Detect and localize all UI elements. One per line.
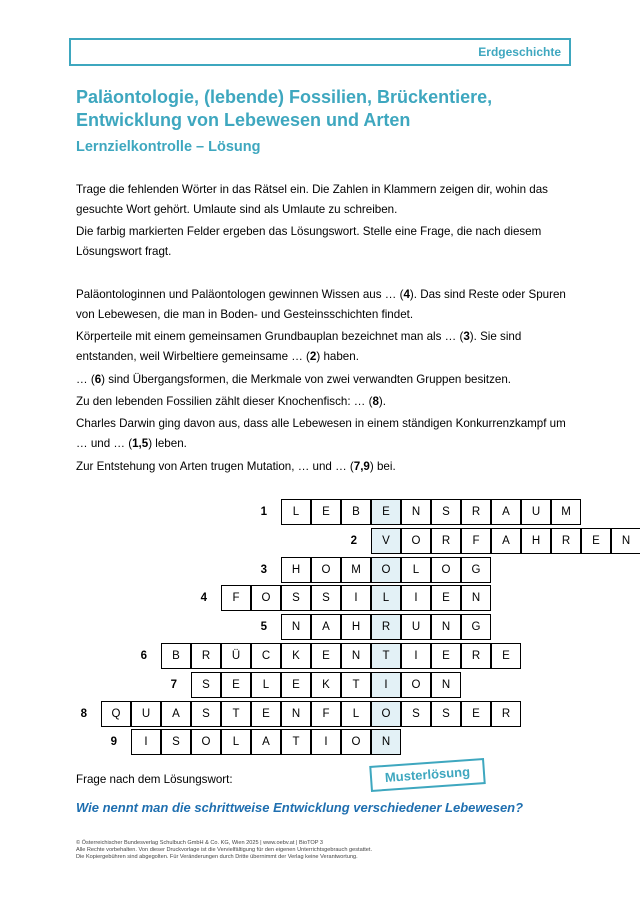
clue-3: … (6) sind Übergangsformen, die Merkmale von zwei verwandten Gruppen besitzen. — [76, 373, 511, 386]
crossword-cell: R — [431, 528, 461, 554]
crossword-cell: E — [581, 528, 611, 554]
crossword-cell: O — [311, 557, 341, 583]
crossword-cell: U — [131, 701, 161, 727]
crossword-cell: S — [281, 585, 311, 611]
crossword-cell: B — [161, 643, 191, 669]
crossword-solution-cell: I — [371, 672, 401, 698]
crossword-cell: A — [491, 499, 521, 525]
crossword-cell: E — [281, 672, 311, 698]
crossword-solution-cell: O — [371, 557, 401, 583]
crossword-cell: N — [611, 528, 640, 554]
crossword-cell: A — [161, 701, 191, 727]
crossword-cell: S — [431, 701, 461, 727]
crossword-solution-cell: N — [371, 729, 401, 755]
crossword-cell: I — [401, 643, 431, 669]
crossword-cell: L — [281, 499, 311, 525]
crossword-cell: T — [281, 729, 311, 755]
crossword-solution-cell: L — [371, 585, 401, 611]
crossword-cell: H — [521, 528, 551, 554]
crossword-row-number: 7 — [170, 678, 177, 691]
crossword-cell: N — [281, 701, 311, 727]
crossword-row-number: 8 — [80, 707, 87, 720]
crossword-cell: A — [311, 614, 341, 640]
crossword-cell: M — [551, 499, 581, 525]
page-subtitle: Lernzielkontrolle – Lösung — [76, 139, 261, 155]
crossword-cell: I — [401, 585, 431, 611]
footer-line: © Österreichischer Bundesverlag Schulbuch GmbH & Co. KG, Wien 2025 | www.oebv.at | BioTOP 3 — [76, 840, 324, 846]
crossword-cell: F — [311, 701, 341, 727]
crossword-cell: E — [221, 672, 251, 698]
crossword-row-number: 1 — [260, 506, 267, 518]
clue-6: Zur Entstehung von Arten trugen Mutation, … und … (7,9) bei. — [76, 460, 396, 473]
crossword-cell: N — [431, 672, 461, 698]
crossword-cell: O — [251, 585, 281, 611]
clue-1: Paläontologinnen und Paläontologen gewinnen Wissen aus … (4). Das sind Reste oder Spuren von Lebewesen, die man in Boden- und Gesteinsschichten findet. — [76, 288, 566, 321]
clue-2: Körperteile mit einem gemeinsamen Grundbauplan bezeichnet man als … (3). Sie sind entstanden, weil Wirbeltiere gemeinsame … (2) haben. — [76, 330, 522, 363]
crossword-row-number: 3 — [260, 563, 267, 576]
crossword-cell: O — [341, 729, 371, 755]
footer-line: Die Kopiergebühren sind abgegolten. Für Veränderungen durch Dritte übernimmt der Verlag keine Verantwortung. — [76, 854, 358, 860]
crossword-solution-cell: V — [371, 528, 401, 554]
crossword-cell: S — [191, 672, 221, 698]
crossword-cell: N — [341, 643, 371, 669]
crossword-cell: R — [491, 701, 521, 727]
crossword-cell: C — [251, 643, 281, 669]
crossword-cell: L — [341, 701, 371, 727]
crossword-row-number: 9 — [110, 736, 117, 749]
crossword-cell: O — [401, 672, 431, 698]
crossword-row-number: 5 — [260, 621, 267, 634]
crossword-cell: I — [341, 585, 371, 611]
crossword-cell: S — [191, 701, 221, 727]
crossword-solution-cell: R — [371, 614, 401, 640]
crossword-cell: L — [221, 729, 251, 755]
crossword-cell: S — [311, 585, 341, 611]
crossword-cell: Ü — [221, 643, 251, 669]
musterloesung-stamp: Musterlösung — [369, 758, 486, 792]
crossword-cell: N — [401, 499, 431, 525]
answer-question: Wie nennt man die schrittweise Entwicklung verschiedener Lebewesen? — [76, 800, 524, 815]
crossword-cell: O — [191, 729, 221, 755]
crossword-cell: H — [281, 557, 311, 583]
crossword-cell: K — [311, 672, 341, 698]
clue-4: Zu den lebenden Fossilien zählt dieser Knochenfisch: … (8). — [76, 395, 386, 408]
crossword-row-number: 2 — [350, 534, 357, 547]
crossword-cell: T — [341, 672, 371, 698]
footer-line: Alle Rechte vorbehalten. Von dieser Druckvorlage ist die Vervielfältigung für den eigenen Unterrichtsgebrauch gestattet. — [76, 847, 373, 853]
header-label: Erdgeschichte — [478, 45, 561, 59]
crossword-cell: A — [491, 528, 521, 554]
crossword-cell: S — [431, 499, 461, 525]
crossword-cell: I — [311, 729, 341, 755]
crossword-solution-cell: O — [371, 701, 401, 727]
crossword-cell: L — [401, 557, 431, 583]
crossword-solution-cell: E — [371, 499, 401, 525]
instruction-1: Trage die fehlenden Wörter in das Rätsel ein. Die Zahlen in Klammern zeigen dir, wohin das gesuchte Wort gehört. Umlaute sind als Umlaute zu schreiben. — [76, 183, 548, 216]
crossword-cell: E — [251, 701, 281, 727]
crossword-row-number: 6 — [140, 650, 147, 662]
crossword-solution-cell: T — [371, 643, 401, 669]
crossword-cell: N — [461, 585, 491, 611]
crossword-cell: M — [341, 557, 371, 583]
crossword-cell: O — [431, 557, 461, 583]
crossword-cell: R — [461, 499, 491, 525]
crossword-cell: F — [461, 528, 491, 554]
crossword-cell: A — [251, 729, 281, 755]
crossword-cell: E — [311, 643, 341, 669]
crossword-cell: I — [131, 729, 161, 755]
crossword-cell: U — [521, 499, 551, 525]
crossword-cell: L — [251, 672, 281, 698]
crossword-cell: S — [161, 729, 191, 755]
crossword-cell: H — [341, 614, 371, 640]
crossword-cell: E — [311, 499, 341, 525]
clue-5: Charles Darwin ging davon aus, dass alle Lebewesen in einem ständigen Konkurrenzkampf um … und … (1,5) leben. — [76, 417, 566, 450]
crossword-cell: E — [461, 701, 491, 727]
crossword-cell: O — [401, 528, 431, 554]
crossword-cell: S — [401, 701, 431, 727]
crossword-cell: N — [281, 614, 311, 640]
page-title: Paläontologie, (lebende) Fossilien, Brückentiere, Entwicklung von Lebewesen und Arten — [76, 87, 493, 130]
crossword-cell: T — [221, 701, 251, 727]
crossword-cell: E — [431, 643, 461, 669]
crossword-cell: U — [401, 614, 431, 640]
crossword-cell: E — [431, 585, 461, 611]
crossword-cell: G — [461, 614, 491, 640]
crossword-row-number: 4 — [200, 592, 207, 605]
crossword-cell: G — [461, 557, 491, 583]
footer — [76, 840, 616, 861]
crossword-cell: Q — [101, 701, 131, 727]
question-label: Frage nach dem Lösungswort: — [76, 773, 233, 786]
crossword-cell: K — [281, 643, 311, 669]
crossword-cell: N — [431, 614, 461, 640]
crossword-cell: R — [461, 643, 491, 669]
crossword-cell: R — [191, 643, 221, 669]
crossword-cell: E — [491, 643, 521, 669]
crossword-cell: B — [341, 499, 371, 525]
instruction-2: Die farbig markierten Felder ergeben das Lösungswort. Stelle eine Frage, die nach diesem Lösungswort fragt. — [76, 225, 542, 258]
crossword-cell: F — [221, 585, 251, 611]
crossword-cell: R — [551, 528, 581, 554]
